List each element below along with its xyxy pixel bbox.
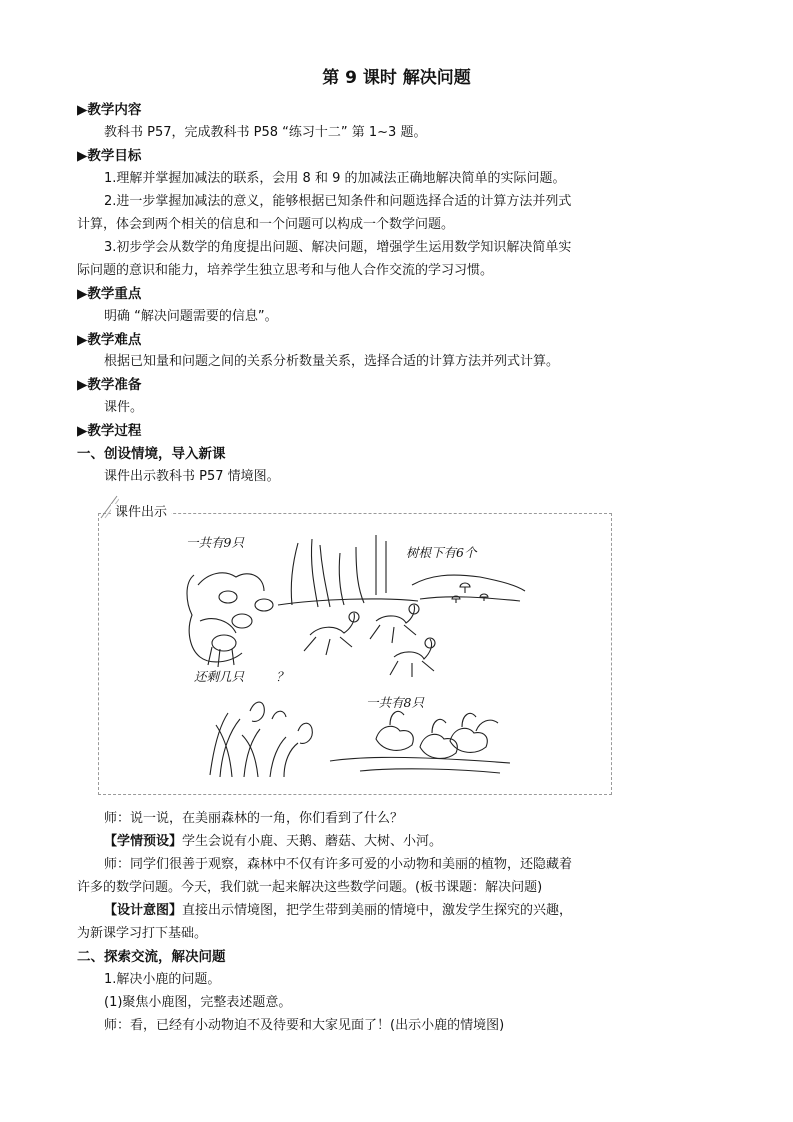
heading-process: ▶教学过程 — [77, 423, 142, 439]
teacher-line-3: 师：看，已经有小动物迫不及待要和大家见面了！(出示小鹿的情境图) — [104, 1018, 505, 1033]
courseware-tab-label: 课件出示 — [111, 504, 171, 522]
label-total-deer: 一共有9只 — [186, 535, 244, 550]
heading-teaching-goals: ▶教学目标 — [77, 148, 142, 164]
key-point-text: 明确 “解决问题需要的信息”。 — [104, 309, 278, 324]
preset-tag: 【学情预设】 — [104, 834, 183, 849]
label-remaining: 还剩几只 — [194, 669, 245, 684]
teacher-line-1: 师：说一说，在美丽森林的一角，你们看到了什么？ — [104, 811, 404, 826]
teacher-line-2a: 师：同学们很善于观察，森林中不仅有许多可爱的小动物和美丽的植物，还隐藏着 — [104, 857, 573, 872]
question-mark: ？ — [276, 669, 289, 684]
preparation-text: 课件。 — [104, 400, 144, 415]
preset-text: 学生会说有小鹿、天鹅、蘑菇、大树、小河。 — [182, 834, 443, 849]
design-tag: 【设计意图】 — [104, 903, 183, 918]
goal-1: 1.理解并掌握加减法的联系，会用 8 和 9 的加减法正确地解决简单的实际问题。 — [104, 171, 566, 186]
heading-preparation: ▶教学准备 — [77, 377, 142, 393]
heading-key-point: ▶教学重点 — [77, 286, 142, 302]
heading-teaching-content: ▶教学内容 — [77, 102, 142, 118]
heading-difficulty: ▶教学难点 — [77, 332, 142, 348]
teaching-content-text: 教科书 P57，完成教科书 P58 “练习十二” 第 1~3 题。 — [104, 125, 427, 140]
part-2-item-1: 1.解决小鹿的问题。 — [104, 972, 221, 987]
part-1-intro: 课件出示教科书 P57 情境图。 — [104, 469, 280, 484]
design-intent-line-2: 为新课学习打下基础。 — [77, 926, 208, 941]
part-1-heading: 一、创设情境，导入新课 — [77, 446, 226, 462]
forest-scene-illustration — [180, 525, 530, 790]
goal-2-line-2: 计算，体会到两个相关的信息和一个问题可以构成一个数学问题。 — [77, 217, 455, 232]
part-2-item-1-sub: (1)聚焦小鹿图，完整表述题意。 — [104, 995, 292, 1010]
learning-preset — [104, 833, 442, 851]
label-under-tree: 树根下有6个 — [406, 545, 477, 560]
part-2-heading: 二、探索交流，解决问题 — [77, 949, 226, 965]
design-text: 直接出示情境图，把学生带到美丽的情境中，激发学生探究的兴趣， — [182, 903, 573, 918]
difficulty-text: 根据已知量和问题之间的关系分析数量关系，选择合适的计算方法并列式计算。 — [104, 354, 560, 369]
label-total-swans: 一共有8只 — [366, 695, 424, 710]
design-intent — [104, 902, 572, 920]
goal-3-line-2: 际问题的意识和能力，培养学生独立思考和与他人合作交流的学习习惯。 — [77, 263, 494, 278]
goal-2-line-1: 2.进一步掌握加减法的意义，能够根据已知条件和问题选择合适的计算方法并列式 — [104, 194, 572, 209]
page-title: 第 9 课时 解决问题 — [322, 68, 471, 88]
teacher-line-2b: 许多的数学问题。今天，我们就一起来解决这些数学问题。(板书课题：解决问题) — [77, 880, 543, 895]
goal-3-line-1: 3.初步学会从数学的角度提出问题、解决问题，增强学生运用数学知识解决简单实 — [104, 240, 572, 255]
